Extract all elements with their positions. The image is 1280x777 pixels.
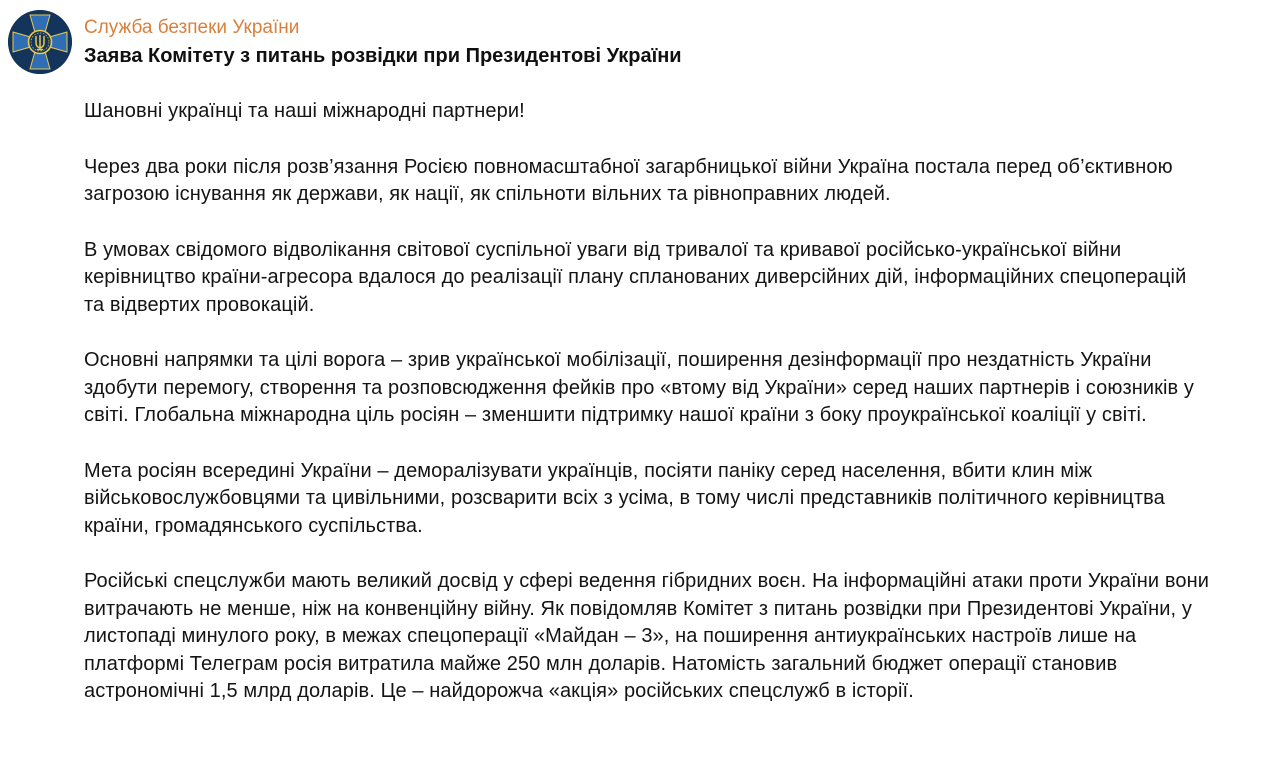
message-paragraph: Російські спецслужби мають великий досвід у сфері ведення гібридних воєн. На інформаційні атаки проти України вони витрачають не менше, ніж на конвенційну війну. Як повідомляв Комітет з питань розвідки при Президентові України, у листопаді минулого року, в межах спецоперації «Майдан – 3», на поширення антиукраїнських настроїв лише на платформі Телеграм росія витратила майже 250 млн доларів. Натомість загальний бюджет операції становив астрономічні 1,5 млрд доларів. Це – найдорожча «акція» російських спецслужб в історії.: [84, 570, 1209, 702]
sbu-emblem-icon: [8, 10, 72, 74]
channel-name[interactable]: Служба безпеки України: [84, 17, 300, 38]
message-paragraph: Через два роки після розв’язання Росією повномасштабної загарбницької війни Україна постала перед об’єктивною загрозою існування як держави, як нації, як спільноти вільних та рівноправних людей.: [84, 155, 1173, 205]
channel-avatar[interactable]: [8, 10, 72, 74]
post-content: [84, 10, 1212, 706]
message-paragraph: Шановні українці та наші міжнародні партнери!: [84, 100, 525, 122]
message-paragraph: Основні напрямки та цілі ворога – зрив української мобілізації, поширення дезінформації про нездатність України здобути перемогу, створення та розповсюдження фейків про «втому від України» серед наших партнерів і союзників у світі. Глобальна міжнародна ціль росіян – зменшити підтримку нашої країни з боку проукраїнської коаліції у світі.: [84, 349, 1195, 426]
message-paragraph: Мета росіян всередині України – деморалізувати українців, посіяти паніку серед населення, вбити клин між військовослужбовцями та цивільними, розсварити всіх з усіма, в тому числі представників політичного керівництва країни, громадянського суспільства.: [84, 459, 1165, 537]
message-paragraph: В умовах свідомого відволікання світової суспільної уваги від тривалої та кривавої російсько-української війни керівництво країни-агресора вдалося до реалізації плану спланованих диверсійних дій, інформаційних спецоперацій та відвертих провокацій.: [84, 238, 1187, 316]
message-body: [84, 98, 1212, 706]
post-title: Заява Комітету з питань розвідки при Президентові України: [84, 45, 682, 67]
